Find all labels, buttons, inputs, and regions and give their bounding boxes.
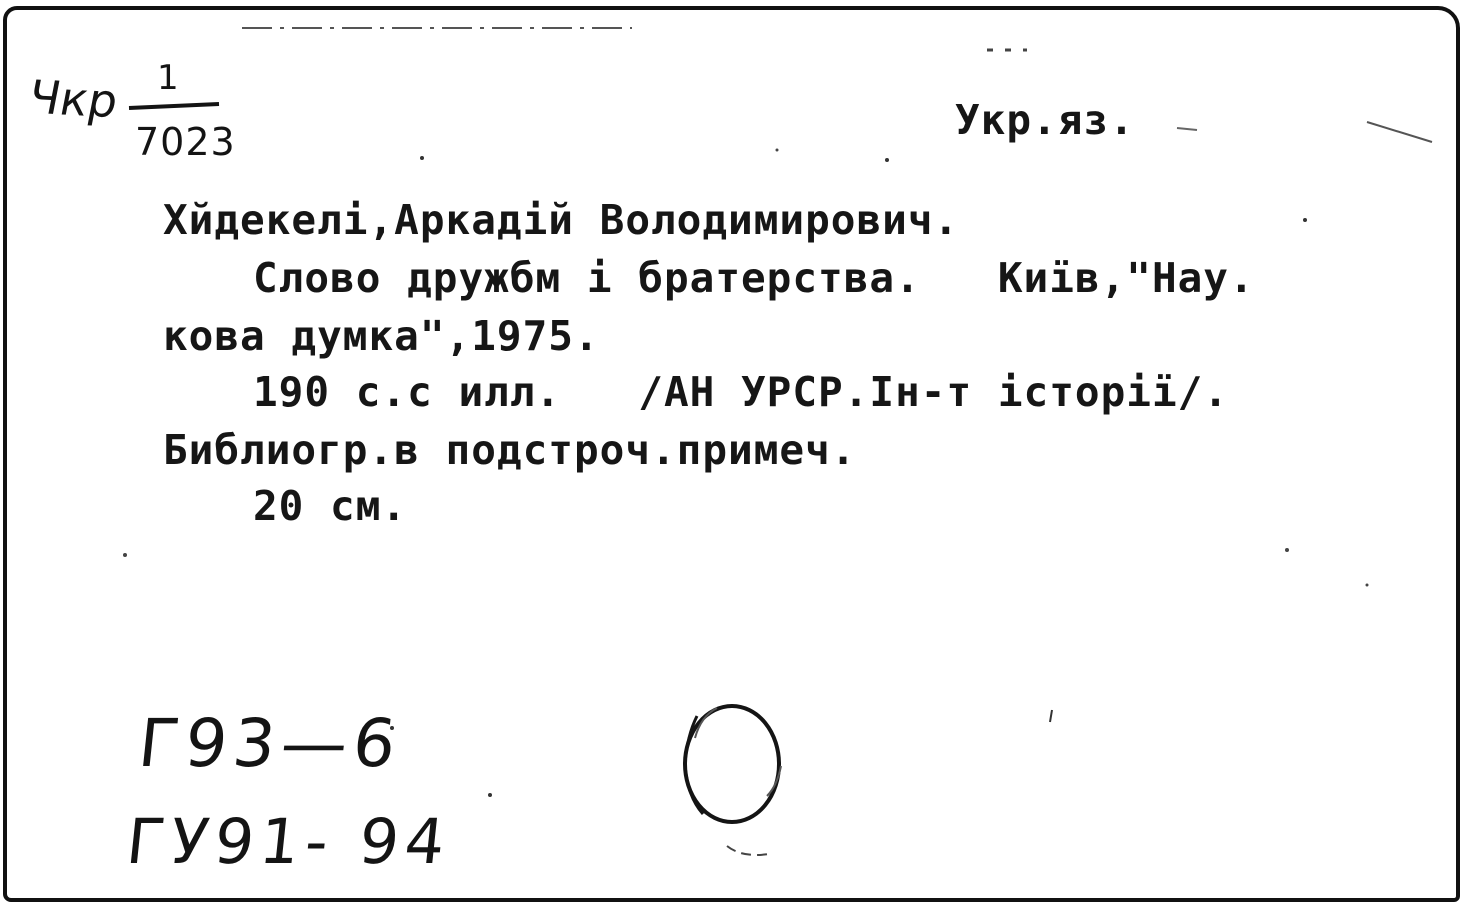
title-line-2: кова думка",1975. (163, 312, 600, 360)
title-line-1: Слово дружбм і братерства. Київ,"Нау. (253, 254, 1255, 302)
call-number-prefix: Чкр (23, 69, 123, 129)
shelf-mark-1: Г93—6 (134, 705, 406, 782)
language-mark: Укр.яз. (955, 96, 1135, 144)
call-number-fraction-top: 1 (157, 58, 179, 98)
catalog-card (3, 6, 1460, 902)
circle-stamp-icon (657, 686, 807, 876)
shelf-mark-2: ГУ91- 94 (123, 805, 455, 878)
pagination-line: 190 с.с илл. /АН УРСР.Ін-т історії/. (253, 368, 1229, 416)
call-number-fraction-bottom: 7023 (135, 120, 236, 164)
author-line: Хйдекелі,Аркадій Володимирович. (163, 196, 960, 244)
notes-line: Библиогр.в подстроч.примеч. (163, 426, 857, 474)
call-number-fraction-line (127, 100, 222, 112)
size-line: 20 см. (253, 482, 408, 530)
